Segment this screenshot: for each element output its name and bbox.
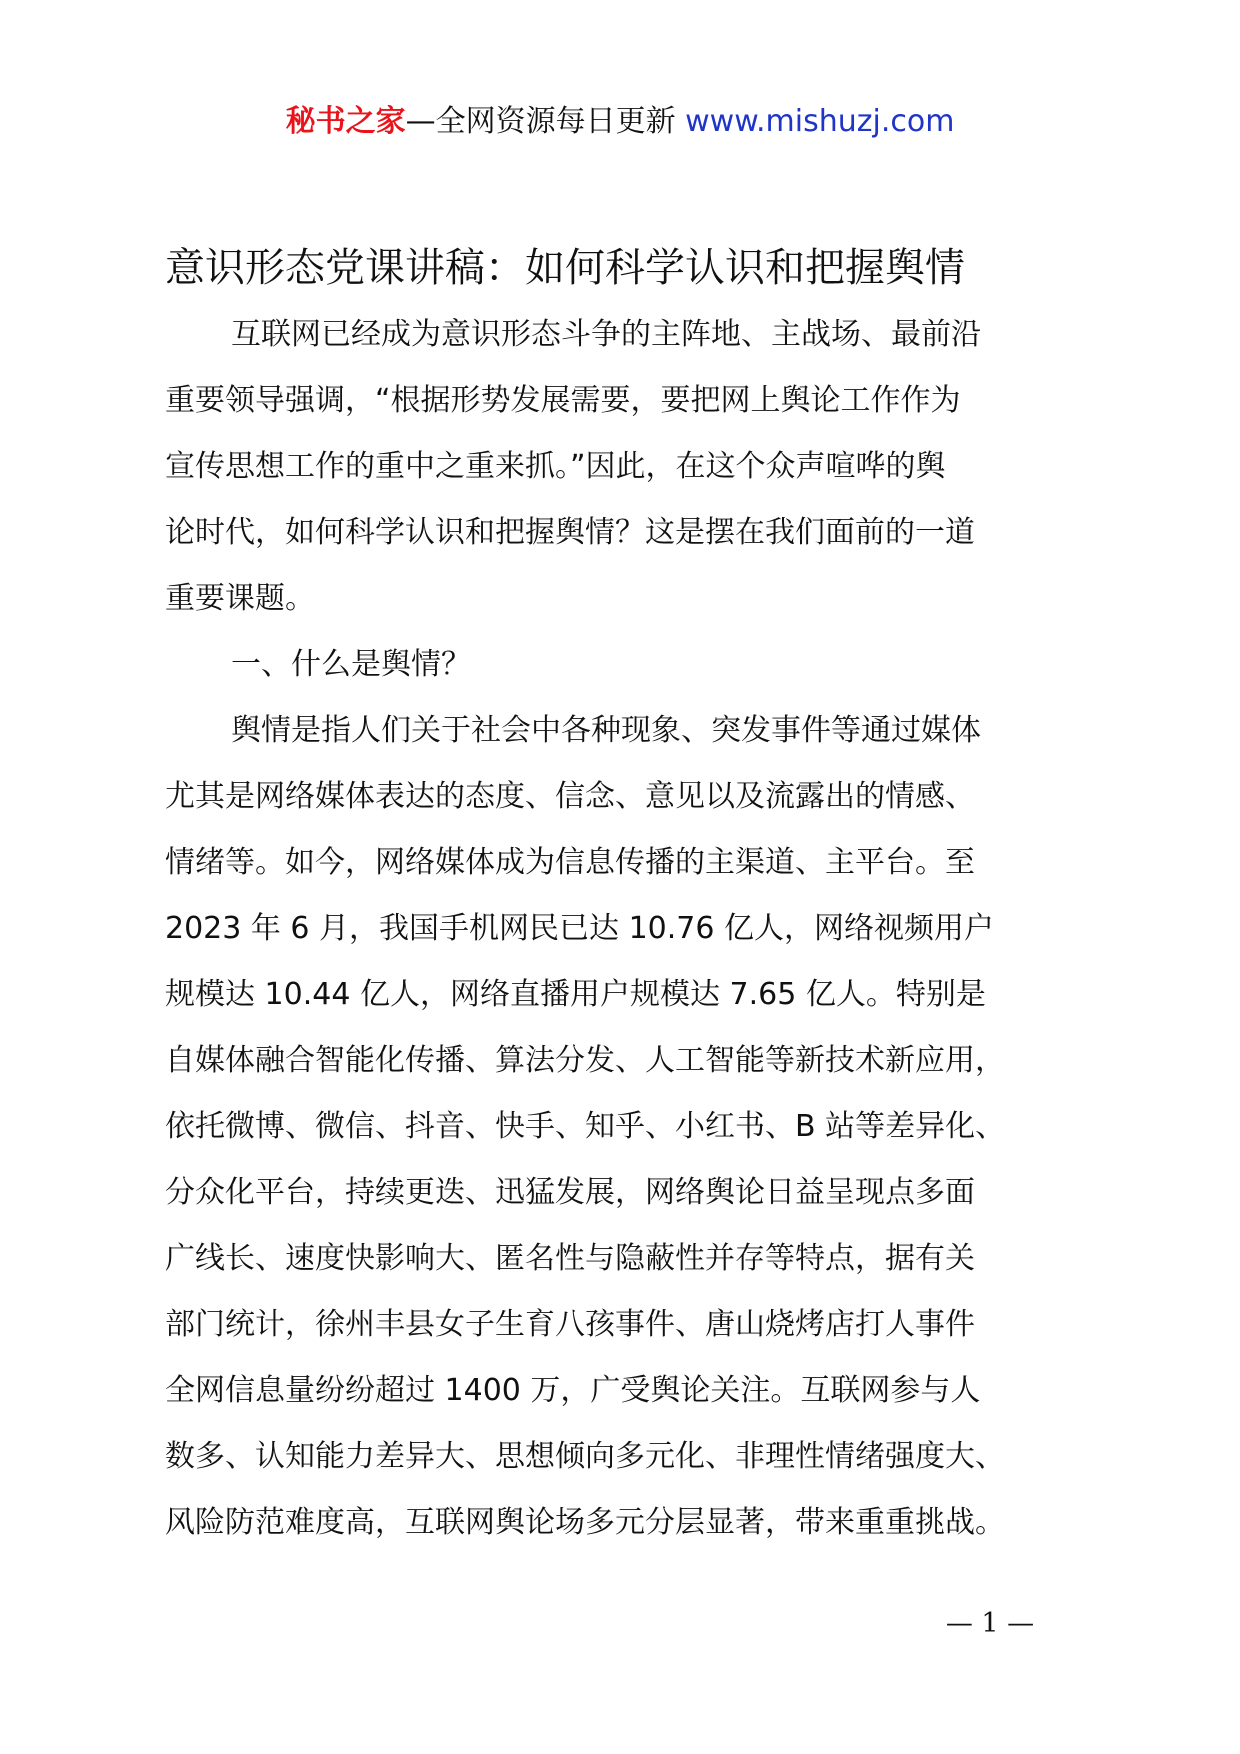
paragraph-line: 部门统计，徐州丰县女子生育八孩事件、唐山烧烤店打人事件	[165, 1307, 975, 1342]
paragraph-line: 规模达 10.44 亿人，网络直播用户规模达 7.65 亿人。特别是	[165, 977, 986, 1012]
site-brand: 秘书之家	[285, 104, 406, 139]
document-body	[165, 302, 1105, 1556]
paragraph-line: 尤其是网络媒体表达的态度、信念、意见以及流露出的情感、	[165, 779, 975, 814]
site-header	[0, 100, 1240, 144]
paragraph-line: 数多、认知能力差异大、思想倾向多元化、非理性情绪强度大、	[165, 1439, 1005, 1474]
paragraph-line: 重要课题。	[165, 581, 315, 616]
section-heading: 一、什么是舆情？	[231, 647, 471, 682]
paragraph-line: 互联网已经成为意识形态斗争的主阵地、主战场、最前沿	[231, 317, 981, 352]
paragraph-line: 依托微博、微信、抖音、快手、知乎、小红书、B 站等差异化、	[165, 1109, 1006, 1144]
paragraph-line: 全网信息量纷纷超过 1400 万，广受舆论关注。互联网参与人	[165, 1373, 981, 1408]
paragraph-line: 广线长、速度快影响大、匿名性与隐蔽性并存等特点，据有关	[165, 1241, 975, 1276]
paragraph-line: 情绪等。如今，网络媒体成为信息传播的主渠道、主平台。至	[165, 845, 975, 880]
site-slogan: —全网资源每日更新	[405, 104, 676, 139]
paragraph-line: 自媒体融合智能化传播、算法分发、人工智能等新技术新应用，	[165, 1043, 1005, 1078]
paragraph-line: 舆情是指人们关于社会中各种现象、突发事件等通过媒体	[231, 713, 981, 748]
paragraph-line: 论时代，如何科学认识和把握舆情？这是摆在我们面前的一道	[165, 515, 975, 550]
paragraph-line: 宣传思想工作的重中之重来抓。”因此，在这个众声喧哗的舆	[165, 449, 946, 484]
site-url-link[interactable]: www.mishuzj.com	[685, 104, 955, 139]
paragraph-line: 风险防范难度高，互联网舆论场多元分层显著，带来重重挑战。	[165, 1505, 1005, 1540]
document-title: 意识形态党课讲稿：如何科学认识和把握舆情	[165, 245, 965, 291]
paragraph-line: 分众化平台，持续更迭、迅猛发展，网络舆论日益呈现点多面	[165, 1175, 975, 1210]
page-number: — 1 —	[945, 1608, 1035, 1639]
paragraph-line: 2023 年 6 月，我国手机网民已达 10.76 亿人，网络视频用户	[165, 911, 994, 946]
paragraph-line: 重要领导强调，“根据形势发展需要，要把网上舆论工作作为	[165, 383, 961, 418]
